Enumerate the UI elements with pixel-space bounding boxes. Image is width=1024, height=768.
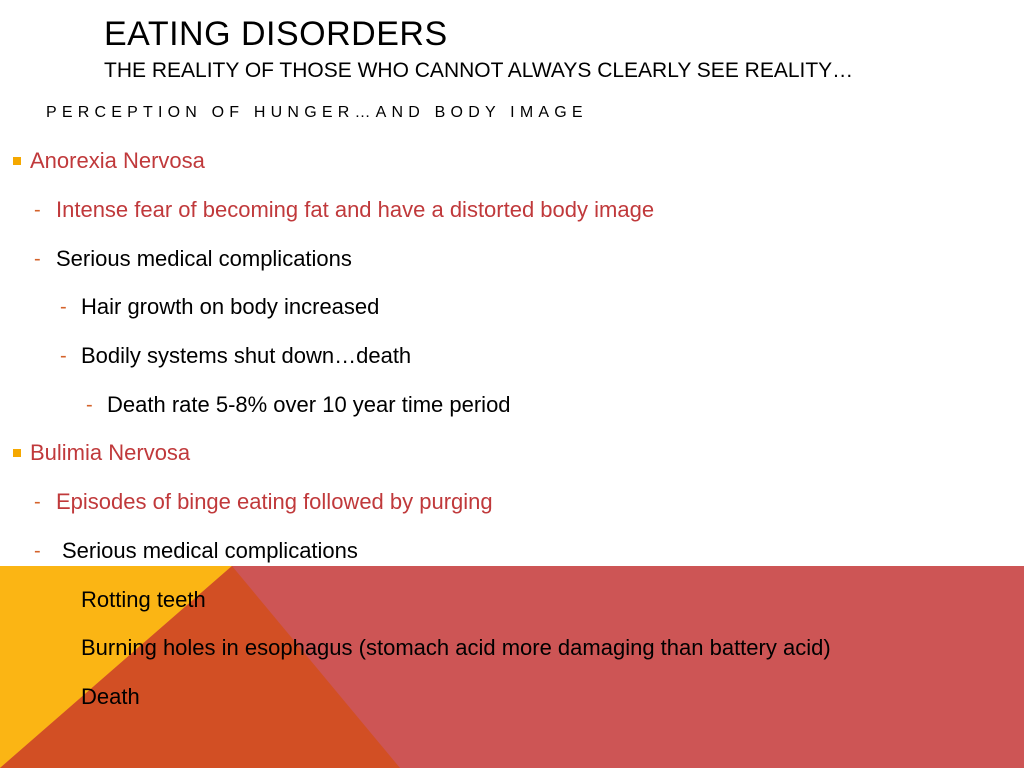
dash-bullet-icon: -	[60, 296, 67, 318]
dash-bullet-icon: -	[86, 394, 93, 416]
bullet-binge-eating: Episodes of binge eating followed by purging	[56, 489, 493, 514]
bullet-death-rate: Death rate 5-8% over 10 year time period	[107, 392, 511, 417]
bullet-bulimia-nervosa: Bulimia Nervosa	[30, 440, 191, 465]
bullet-hair-growth: Hair growth on body increased	[81, 294, 380, 319]
bullet-anorexia-nervosa: Anorexia Nervosa	[30, 148, 205, 173]
slide-title-sub: THE REALITY OF THOSE WHO CANNOT ALWAYS CLEARLY SEE REALITY…	[104, 59, 854, 82]
bullet-burning-holes: Burning holes in esophagus (stomach acid more damaging than battery acid)	[81, 635, 831, 660]
square-bullet-icon	[13, 157, 21, 165]
bullet-death: Death	[81, 684, 140, 709]
dash-bullet-icon: -	[60, 345, 67, 367]
bullet-bodily-systems: Bodily systems shut down…death	[81, 343, 412, 368]
bullet-intense-fear: Intense fear of becoming fat and have a distorted body image	[56, 197, 655, 222]
bullet-serious-medical-complications: Serious medical complications	[56, 246, 352, 271]
bullet-rotting-teeth: Rotting teeth	[81, 587, 206, 612]
slide-subtitle: PERCEPTION OF HUNGER…AND BODY IMAGE	[46, 104, 588, 121]
dash-bullet-icon: -	[34, 540, 41, 562]
square-bullet-icon	[13, 449, 21, 457]
title-block	[104, 14, 853, 84]
dash-bullet-icon: -	[34, 248, 41, 270]
dash-bullet-icon: -	[34, 199, 41, 221]
dash-bullet-icon: -	[34, 491, 41, 513]
slide-title: EATING DISORDERS	[104, 15, 448, 53]
bullet-serious-medical-complications-2: Serious medical complications	[62, 538, 358, 563]
